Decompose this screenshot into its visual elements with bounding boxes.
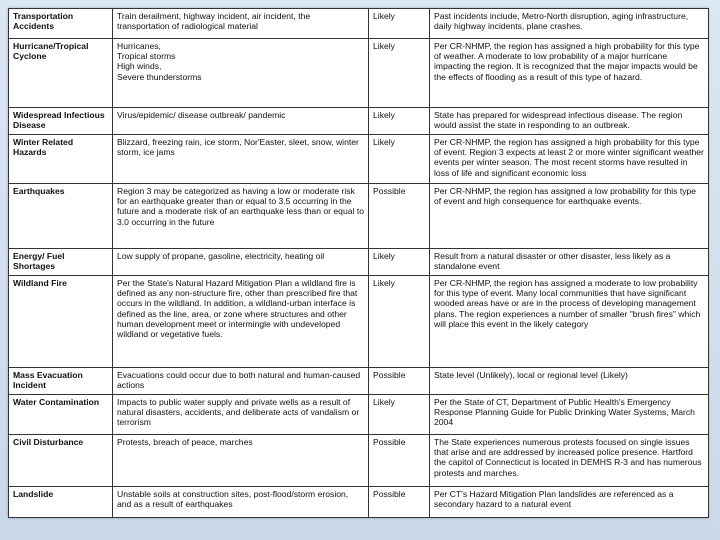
table-row	[9, 276, 709, 368]
hazard-name: Mass Evacuation Incident	[9, 368, 113, 395]
likelihood-cell: Possible	[369, 435, 430, 487]
likelihood-cell: Likely	[369, 39, 430, 108]
table-row	[9, 435, 709, 487]
likelihood-cell: Likely	[369, 276, 430, 368]
hazard-description: Per the State's Natural Hazard Mitigation Plan a wildland fire is defined as any non-structure fire, other than prescribed fire that occurs in the wildland. In addition, a wildland-urban interface is defined as the line, area, or zone where structures and other human development meet or intermingle with undeveloped wildland or vegetative fuels.	[113, 276, 369, 368]
notes-cell: Per CT's Hazard Mitigation Plan landslides are referenced as a secondary hazard to a natural event	[430, 487, 709, 518]
hazard-name: Wildland Fire	[9, 276, 113, 368]
hazard-name: Water Contamination	[9, 395, 113, 435]
table-row	[9, 39, 709, 108]
description-line: Tropical storms	[117, 51, 176, 62]
table-row	[9, 9, 709, 39]
hazard-description: Virus/epidemic/ disease outbreak/ pandemic	[113, 108, 369, 135]
hazard-description: Blizzard, freezing rain, ice storm, Nor'Easter, sleet, snow, winter storm, ice jams	[113, 135, 369, 184]
table-row	[9, 135, 709, 184]
notes-cell: The State experiences numerous protests focused on single issues that arise and are addressed by increased police presence. Hartford the capitol of Connecticut is located in DEMHS R-3 and has numerous protests and marches.	[430, 435, 709, 487]
likelihood-cell: Possible	[369, 184, 430, 249]
likelihood-cell: Likely	[369, 135, 430, 184]
hazard-description: Unstable soils at construction sites, post-flood/storm erosion, and as a result of earthquakes	[113, 487, 369, 518]
hazard-description: Protests, breach of peace, marches	[113, 435, 369, 487]
description-line: High winds,	[117, 61, 162, 72]
table-row	[9, 108, 709, 135]
hazard-table	[8, 8, 709, 518]
likelihood-cell: Possible	[369, 487, 430, 518]
notes-cell: Per CR-NHMP, the region has assigned a high probability for this type of event. Region 3 expects at least 2 or more winter significant weather events per winter season. The most recent storms have resulted in loss of life and significant economic loss	[430, 135, 709, 184]
likelihood-cell: Possible	[369, 368, 430, 395]
notes-cell: Per CR-NHMP, the region has assigned a low probability for this type of event and high consequence for earthquake events.	[430, 184, 709, 249]
notes-cell: Past incidents include, Metro-North disruption, aging infrastructure, daily highway incidents, plane crashes.	[430, 9, 709, 39]
hazard-description: Low supply of propane, gasoline, electricity, heating oil	[113, 249, 369, 276]
hazard-description: Impacts to public water supply and private wells as a result of natural disasters, accidents, and deliberate acts of vandalism or terrorism	[113, 395, 369, 435]
hazard-name: Energy/ Fuel Shortages	[9, 249, 113, 276]
table-row	[9, 395, 709, 435]
hazard-name: Civil Disturbance	[9, 435, 113, 487]
table-row	[9, 184, 709, 249]
hazard-description	[113, 39, 369, 108]
table-row	[9, 249, 709, 276]
notes-cell: Per CR-NHMP, the region has assigned a moderate to low probability for this type of event. Many local communities that have significant wooded areas have or are in the process of developing management plans. The region experiences a number of smaller "brush fires" which will place this event in the likely category	[430, 276, 709, 368]
description-line: Hurricanes,	[117, 41, 161, 51]
hazard-name: Hurricane/Tropical Cyclone	[9, 39, 113, 108]
notes-cell: State has prepared for widespread infectious disease. The region would assist the state in responding to an outbreak.	[430, 108, 709, 135]
hazard-name: Winter Related Hazards	[9, 135, 113, 184]
table-row	[9, 487, 709, 518]
hazard-name: Widespread Infectious Disease	[9, 108, 113, 135]
hazard-name: Transportation Accidents	[9, 9, 113, 39]
hazard-description: Train derailment, highway incident, air incident, the transportation of radiological material	[113, 9, 369, 39]
notes-cell: Per the State of CT, Department of Public Health's Emergency Response Planning Guide for Public Drinking Water Systems, March 2004	[430, 395, 709, 435]
hazard-name: Landslide	[9, 487, 113, 518]
notes-cell: Per CR-NHMP, the region has assigned a high probability for this type of weather. A moderate to low probability of a major hurricane impacting the region. It is recognized that the major impacts would be the effects of flooding as a result of this type of hazard.	[430, 39, 709, 108]
document-page	[8, 8, 708, 518]
likelihood-cell: Likely	[369, 108, 430, 135]
hazard-name: Earthquakes	[9, 184, 113, 249]
description-line: Severe thunderstorms	[117, 71, 202, 82]
notes-cell: State level (Unlikely), local or regional level (Likely)	[430, 368, 709, 395]
likelihood-cell: Likely	[369, 249, 430, 276]
table-row	[9, 368, 709, 395]
likelihood-cell: Likely	[369, 9, 430, 39]
likelihood-cell: Likely	[369, 395, 430, 435]
hazard-description: Evacuations could occur due to both natural and human-caused actions	[113, 368, 369, 395]
hazard-description: Region 3 may be categorized as having a low or moderate risk for an earthquake greater than or equal to 3.5 occurring in the future and a moderate risk of an earthquake less than or equal to 3.0 occurring in the future	[113, 184, 369, 249]
notes-cell: Result from a natural disaster or other disaster, less likely as a standalone event	[430, 249, 709, 276]
